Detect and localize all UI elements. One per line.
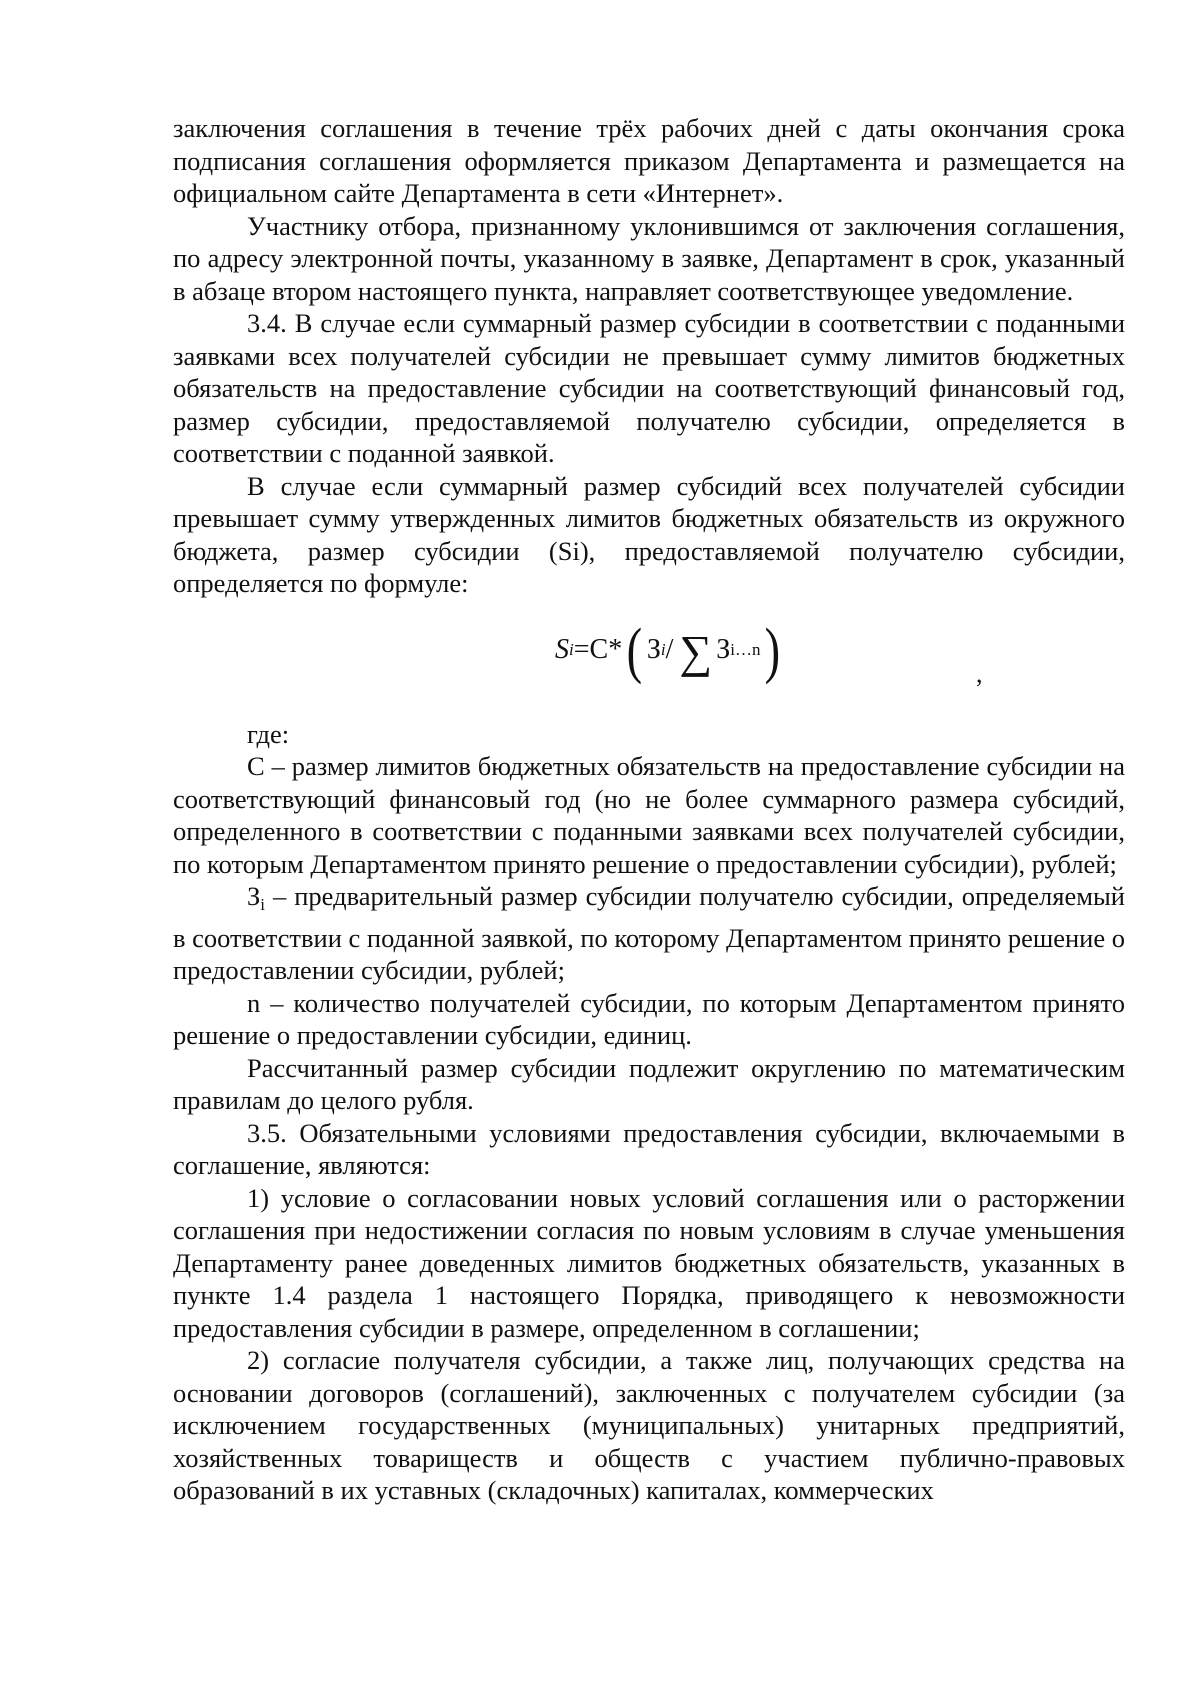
definition-c: С – размер лимитов бюджетных обязательств на предоставление субсидии на соответствующий финансовый год (но не более суммарного размера субсидий, определенного в соответствии с поданными заявками всех получателей субсидии, по которым Департаментом принято решение о предоставлении субсидии), рублей; xyxy=(173,751,1125,879)
formula-slash: / xyxy=(665,634,674,666)
formula-z: З xyxy=(646,634,661,666)
formula-c: С* xyxy=(589,634,623,666)
definition-zi xyxy=(173,880,1125,987)
formula-z-sub: i xyxy=(660,640,666,660)
definition-zi-sub: i xyxy=(260,895,266,914)
formula-open-paren: ( xyxy=(626,616,643,685)
formula-comma: , xyxy=(976,658,983,688)
formula-block xyxy=(173,600,1125,718)
paragraph-rounding: Рассчитанный размер субсидии подлежит округлению по математическим правилам до целого рубля. xyxy=(173,1052,1125,1115)
formula-lhs: S xyxy=(555,634,569,666)
subsidy-formula xyxy=(555,616,785,686)
formula-sigma: ∑ xyxy=(679,625,713,677)
formula-equals: = xyxy=(573,634,590,666)
where-label: где: xyxy=(247,718,290,749)
paragraph-exceeds-limits: В случае если суммарный размер субсидий всех получателей субсидии превышает сумму утвержденных лимитов бюджетных обязательств из окружного бюджета, размер субсидии (Si), предоставляемой получателю субсидии, определяется по формуле: xyxy=(173,470,1125,598)
formula-z2: З xyxy=(716,634,731,666)
paragraph-evasion-notice: Участнику отбора, признанному уклонившимся от заключения соглашения, по адресу электронной почты, указанному в заявке, Департамент в срок, указанный в абзаце втором настоящего пункта, направляет соответствующее уведомление. xyxy=(173,210,1125,306)
formula-z2-sub: i…n xyxy=(730,640,761,660)
condition-item-1: 1) условие о согласовании новых условий соглашения или о расторжении соглашения при недостижении согласия по новым условиям в случае уменьшения Департаменту ранее доведенных лимитов бюджетных обязательств, указанных в пункте 1.4 раздела 1 настоящего Порядка, приводящего к невозможности предоставления субсидии в размере, определенном в соглашении; xyxy=(173,1182,1125,1343)
formula-close-paren: ) xyxy=(765,616,781,685)
paragraph-3-5: 3.5. Обязательными условиями предоставления субсидии, включаемыми в соглашение, являются: xyxy=(173,1117,1125,1180)
definition-zi-text: – предварительный размер субсидии получателю субсидии, определяемый в соответствии с поданной заявкой, по которому Департаментом принято решение о предоставлении субсидии, рублей; xyxy=(173,881,1125,985)
paragraph-3-4: 3.4. В случае если суммарный размер субсидии в соответствии с поданными заявками всех получателей субсидии не превышает сумму лимитов бюджетных обязательств на предоставление субсидии на соответствующий финансовый год, размер субсидии, предоставляемой получателю субсидии, определяется в соответствии с поданной заявкой. xyxy=(173,308,1125,468)
document-page xyxy=(173,112,1125,1507)
formula-lhs-sub: i xyxy=(569,640,574,660)
definition-zi-symbol: З xyxy=(247,881,261,911)
condition-item-2: 2) согласие получателя субсидии, а также лиц, получающих средства на основании договоров (соглашений), заключенных с получателем субсидии (за исключением государственных (муниципальных) унитарных предприятий, хозяйственных товариществ и обществ с участием публично-правовых образований в их уставных (складочных) капиталах, коммерческих xyxy=(173,1345,1125,1505)
paragraph-signing-order: заключения соглашения в течение трёх рабочих дней с даты окончания срока подписания соглашения оформляется приказом Департамента и размещается на официальном сайте Департамента в сети «Интернет». xyxy=(173,113,1125,208)
definition-n: n – количество получателей субсидии, по которым Департаментом принято решение о предоставлении субсидии, единиц. xyxy=(173,987,1125,1050)
